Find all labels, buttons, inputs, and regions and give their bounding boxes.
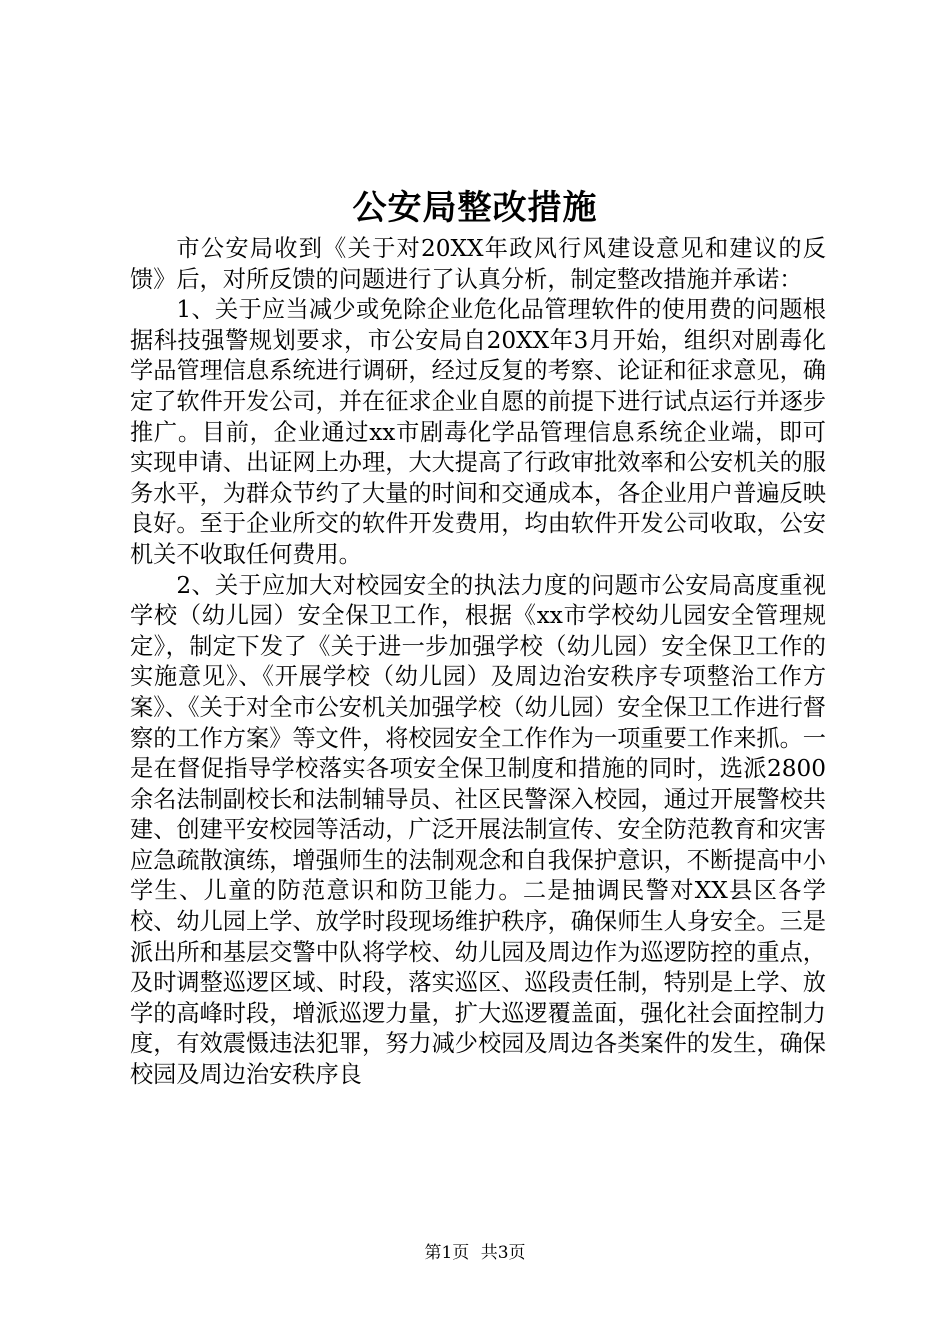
document-title: 公安局整改措施 xyxy=(352,188,598,228)
document-body xyxy=(130,234,826,1091)
paragraph-item-2: 2、关于应加大对校园安全的执法力度的问题市公安局高度重视学校（幼儿园）安全保卫工作，根据《xx市学校幼儿园安全管理规定》，制定下发了《关于进一步加强学校（幼儿园）安全保卫工作的实施意见》、《开展学校（幼儿园）及周边治安秩序专项整治工作方案》、《关于对全市公安机关加强学校（幼儿园）安全保卫工作进行督察的工作方案》等文件，将校园安全工作作为一项重要工作来抓。一是在督促指导学校落实各项安全保卫制度和措施的同时，选派2800余名法制副校长和法制辅导员、社区民警深入校园，通过开展警校共建、创建平安校园等活动，广泛开展法制宣传、安全防范教育和灾害应急疏散演练，增强师生的法制观念和自我保护意识，不断提高中小学生、儿童的防范意识和防卫能力。二是抽调民警对XX县区各学校、幼儿园上学、放学时段现场维护秩序，确保师生人身安全。三是派出所和基层交警中队将学校、幼儿园及周边作为巡逻防控的重点，及时调整巡逻区域、时段，落实巡区、巡段责任制，特别是上学、放学的高峰时段，增派巡逻力量，扩大巡逻覆盖面，强化社会面控制力度，有效震慑违法犯罪，努力减少校园及周边各类案件的发生，确保校园及周边治安秩序良 xyxy=(130,571,826,1089)
paragraph-intro: 市公安局收到《关于对20XX年政风行风建设意见和建议的反馈》后，对所反馈的问题进行了认真分析，制定整改措施并承诺： xyxy=(130,235,826,293)
page-number-footer: 第1页 共3页 xyxy=(424,1243,526,1263)
paragraph-item-1: 1、关于应当减少或免除企业危化品管理软件的使用费的问题根据科技强警规划要求，市公安局自20XX年3月开始，组织对剧毒化学品管理信息系统进行调研，经过反复的考察、论证和征求意见，确定了软件开发公司，并在征求企业自愿的前提下进行试点运行并逐步推广。目前，企业通过xx市剧毒化学品管理信息系统企业端，即可实现申请、出证网上办理，大大提高了行政审批效率和公安机关的服务水平，为群众节约了大量的时间和交通成本，各企业用户普遍反映良好。至于企业所交的软件开发费用，均由软件开发公司收取，公安机关不收取任何费用。 xyxy=(130,296,826,568)
